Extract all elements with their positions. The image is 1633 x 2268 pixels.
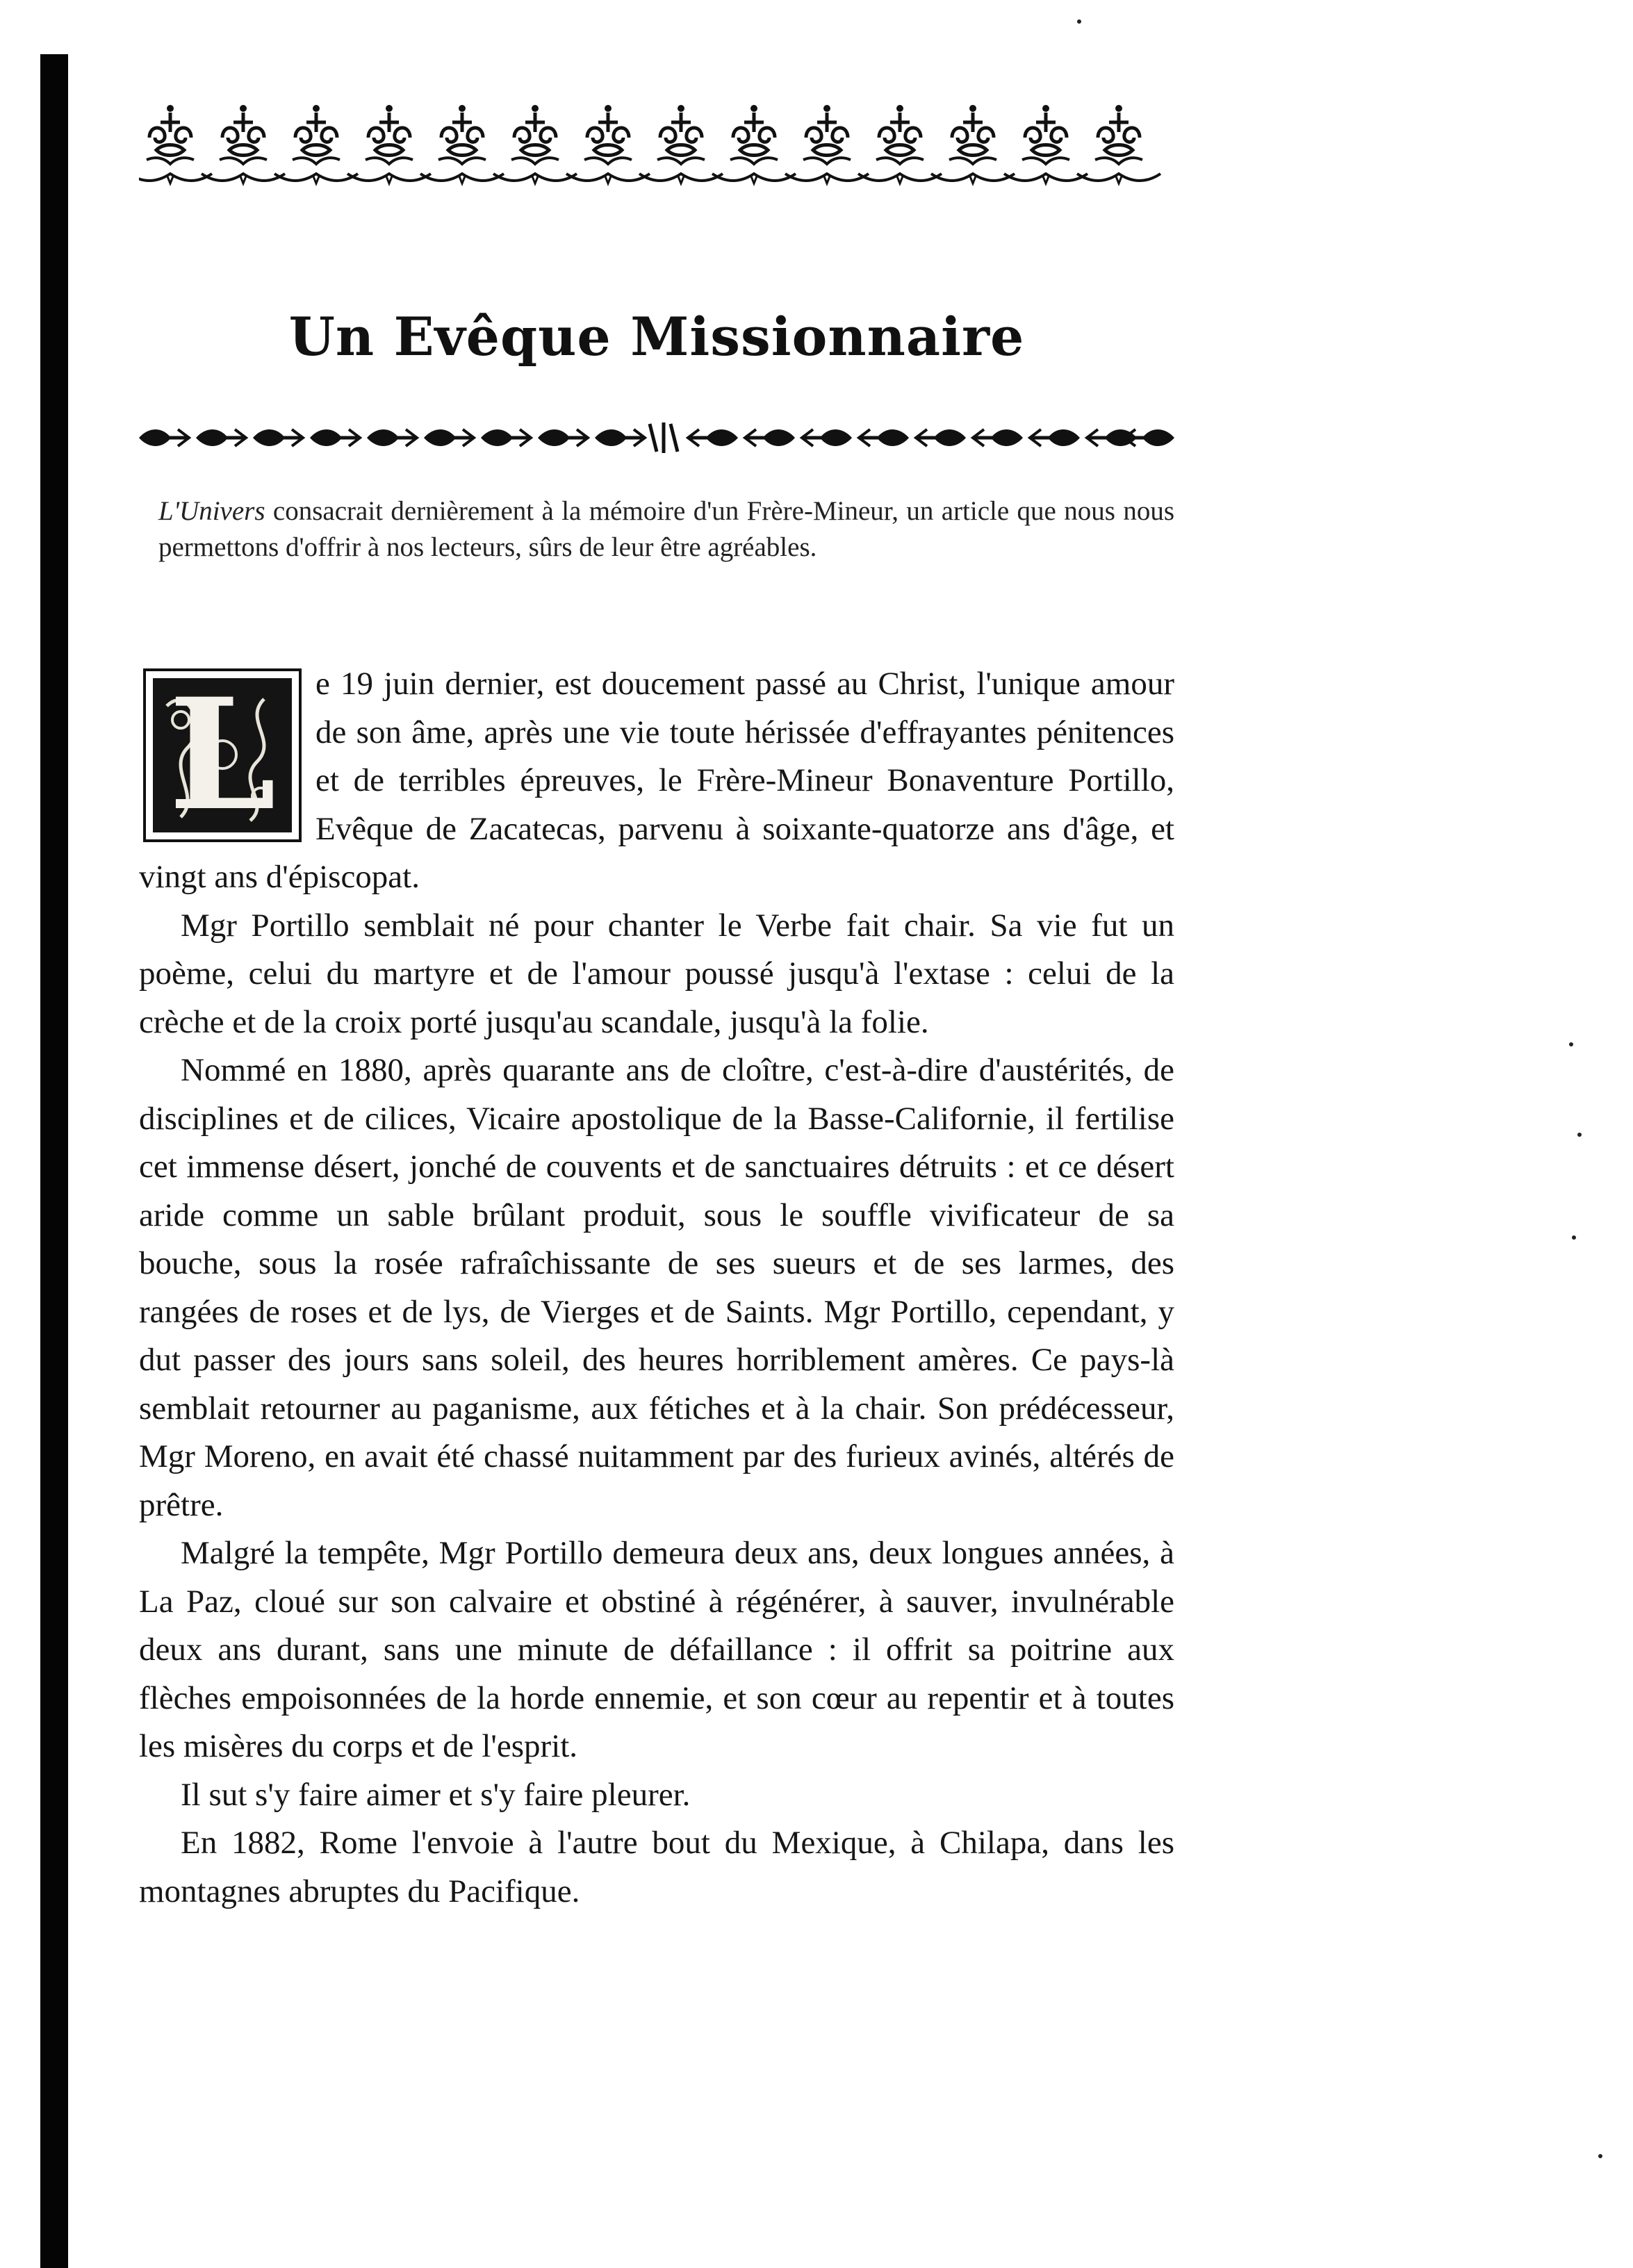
page-title: Un Evêque Missionnaire — [288, 306, 1025, 368]
paragraph: Malgré la tempête, Mgr Portillo demeura deux ans, deux longues années, à La Paz, cloué sur son calvaire et obstiné à régénérer, à sauver, invulnérable deux ans durant, sans une minute de défaillance : il offrit sa poitrine aux flèches empoisonnées de la horde ennemie, et son cœur au repentir et à toutes les misères du corps et de l'esprit. — [139, 1535, 1174, 1764]
paragraph: Nommé en 1880, après quarante ans de cloître, c'est-à-dire d'austérités, de disciplines et de cilices, Vicaire apostolique de la Basse-Californie, il fertilise cet immense désert, jonché de couvents et de sanctuaires détruits : et ce désert aride comme un sable brûlant produit, sous le souffle vivificateur de sa bouche, sous la rosée rafraîchissante de ses sueurs et de ses larmes, des rangées de roses et de lys, de Vierges et de Saints. Mgr Portillo, cependant, y dut passer des jours sans soleil, des heures horriblement amères. Ce pays-là semblait retourner au paganisme, aux fétiches et à la chair. Son prédécesseur, Mgr Moreno, en avait été chassé nuitamment par des furieux avinés, altérés de prêtre. — [139, 1052, 1174, 1523]
binding-shadow — [40, 54, 68, 2268]
paragraph — [139, 660, 1174, 902]
speck-mark — [1598, 2154, 1602, 2158]
paragraph: Il sut s'y faire aimer et s'y faire pleurer. — [181, 1776, 691, 1813]
paragraph: En 1882, Rome l'envoie à l'autre bout du Mexique, à Chilapa, dans les montagnes abruptes du Pacifique. — [139, 1825, 1174, 1909]
fleur-de-lis-ornament-icon — [139, 97, 1174, 195]
drop-cap-letter: L — [168, 664, 277, 844]
speck-mark — [1577, 1133, 1582, 1137]
ornate-initial-icon — [139, 664, 306, 846]
article-body — [139, 660, 1174, 1916]
speck-mark — [1569, 1042, 1573, 1046]
speck-mark — [1077, 19, 1081, 24]
paragraph: Mgr Portillo semblait né pour chanter le Verbe fait chair. Sa vie fut un poème, celui du martyre et de l'amour poussé jusqu'à l'extase : celui de la crèche et de la croix porté jusqu'au scandale, jusqu'à la folie. — [139, 907, 1174, 1040]
intro-note — [158, 493, 1174, 566]
intro-source: L'Univers — [158, 496, 265, 526]
intro-text: consacrait dernièrement à la mémoire d'un Frère-Mineur, un article que nous nous permettons d'offrir à nos lecteurs, sûrs de leur être agréables. — [158, 496, 1174, 562]
paragraph-text: e 19 juin dernier, est doucement passé au Christ, l'unique amour de son âme, après une vie toute hérissée d'effrayantes pénitences et de terribles épreuves, le Frère-Mineur Bonaventure Portillo, Evêque de Zacatecas, parvenu à soixante-quatorze ans d'âge, et vingt ans d'épiscopat. — [139, 666, 1174, 895]
leaf-scroll-rule-icon — [139, 417, 1174, 459]
speck-mark — [1572, 1235, 1576, 1240]
